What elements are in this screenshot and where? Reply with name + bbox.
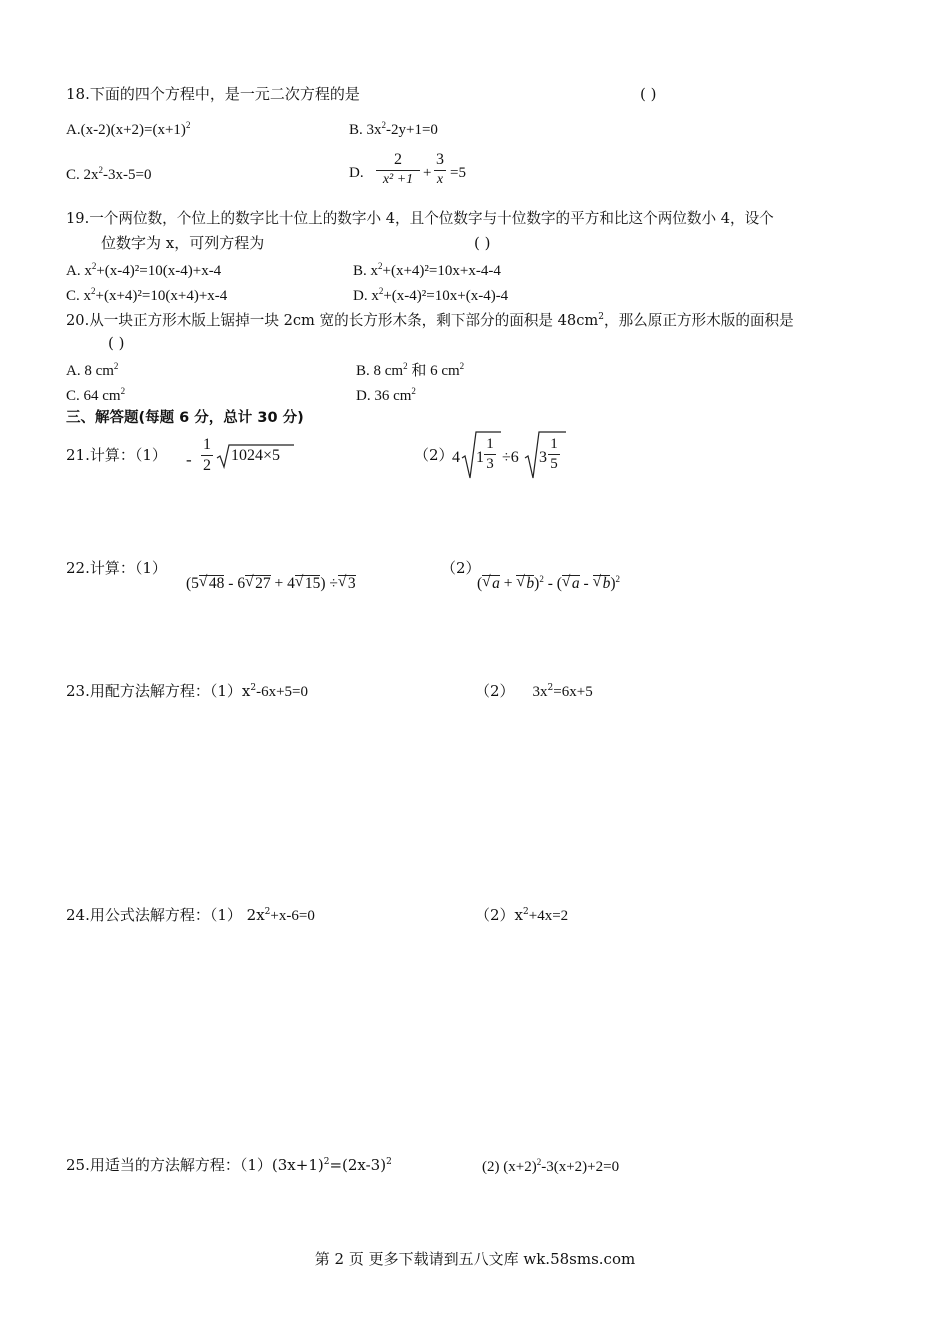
q21-p2-fraction-1: 1 3 bbox=[484, 437, 496, 472]
q18-option-d-fraction2: 3 x bbox=[436, 151, 444, 187]
q24-part1: 24.用公式法解方程：（1） $2x^2+x-6=0$ bbox=[66, 906, 315, 924]
q22-p2-label: （2） bbox=[441, 559, 481, 577]
q24-part2: $(2)x^2+4x=2$ bbox=[475, 906, 569, 924]
q18-option-a: $A.(x-2)(x+2)=(x+1)^2$ bbox=[66, 120, 191, 138]
q18-option-c: C. $2x^2-3x-5=0$ bbox=[66, 165, 152, 183]
q18-option-b: B. $3x^2-2y+1=0$ bbox=[349, 120, 438, 138]
q20-answer-paren: ( ) bbox=[108, 334, 125, 352]
q23-part2: （2） $3x^2=6x+5$ bbox=[475, 682, 593, 700]
q21-p1-radicand: 1024×5 bbox=[231, 447, 281, 464]
q18-option-d-plus: + bbox=[423, 165, 432, 181]
q19-option-c: C. $x^2+(x+4)^2=10(x+4)+x-4$ bbox=[66, 286, 228, 304]
q19-answer-paren: ( ) bbox=[474, 234, 491, 252]
page-footer: 第 2 页 更多下载请到五八文库 wk.58sms.com bbox=[314, 1250, 636, 1268]
q21-p2-coef: 4 bbox=[452, 449, 460, 466]
q21-p2-fraction-2: 1 5 bbox=[548, 437, 560, 472]
q21-p2-whole-1: 1 bbox=[476, 449, 484, 466]
q19-option-d: D. $x^2+(x-4)^2=10x+(x-4)-4$ bbox=[353, 286, 509, 304]
q20-option-d: D. 36 $cm^2$ bbox=[356, 386, 416, 404]
q21-label: 21.计算：（1） bbox=[66, 446, 167, 464]
q19-option-b: B. $x^2+(x+4)^2=10x+x-4-4$ bbox=[353, 261, 501, 279]
q18-option-d-label: D. bbox=[349, 165, 364, 181]
q21-p2-whole-2: 3 bbox=[539, 449, 547, 466]
q19-option-a: A. $x^2+(x-4)^2=10(x-4)+x-4$ bbox=[66, 261, 222, 279]
q20-option-a: A. 8 $cm^2$ bbox=[66, 361, 119, 379]
q21-p2-divide: ÷6 bbox=[502, 449, 519, 466]
q22-label: 22.计算：（1） bbox=[66, 559, 167, 577]
q21-p1-minus: - bbox=[186, 450, 192, 469]
section-heading: 三、解答题(每题 6 分，总计 30 分) bbox=[66, 410, 304, 426]
q18-option-d-fraction1: 2 x² +1 bbox=[376, 152, 420, 187]
q23-part1: 23.用配方法解方程：$(1)x^2-6x+5=0$ bbox=[66, 682, 309, 700]
q18-answer-paren: ( ) bbox=[640, 85, 657, 103]
q18-stem: 18.下面的四个方程中，是一元二次方程的是 bbox=[66, 85, 360, 103]
q22-p2-expression: ( √ a + √ b)$^2$ - ( √ a - √ b)$^2$ bbox=[477, 573, 621, 592]
q20-option-c: C. 64 $cm^2$ bbox=[66, 386, 126, 404]
q18-option-d-rhs: =5 bbox=[450, 165, 466, 181]
q19-stem-line1: 19.一个两位数，个位上的数字比十位上的数字小 4，且个位数字与十位数字的平方和比这个两位数小 4，设个 bbox=[66, 210, 774, 227]
q20-option-b: B. 8 $cm^2$ 和 6 $cm^2$ bbox=[356, 361, 465, 379]
q21-p2-label: （2） bbox=[414, 446, 454, 464]
q19-stem-line2: 位数字为 x，可列方程为 bbox=[101, 234, 265, 252]
q25-part1: 25.用适当的方法解方程：$(1)(3x+1)^2=(2x-3)^2$ bbox=[66, 1156, 392, 1174]
q22-p1-expression: (5 √ 48 - 6 √ 27 + 4 √ 15) ÷ √ 3 bbox=[186, 573, 356, 592]
q20-stem-line1: 20.从一块正方形木版上锯掉一块 2cm 宽的长方形木条，剩下部分的面积是 $48cm^2$，那么原正方形木版的面积是 bbox=[66, 312, 794, 329]
q25-part2: (2) $(x+2)^2-3(x+2)+2=0$ bbox=[482, 1157, 620, 1175]
q21-p1-fraction: 1 2 bbox=[203, 436, 211, 474]
